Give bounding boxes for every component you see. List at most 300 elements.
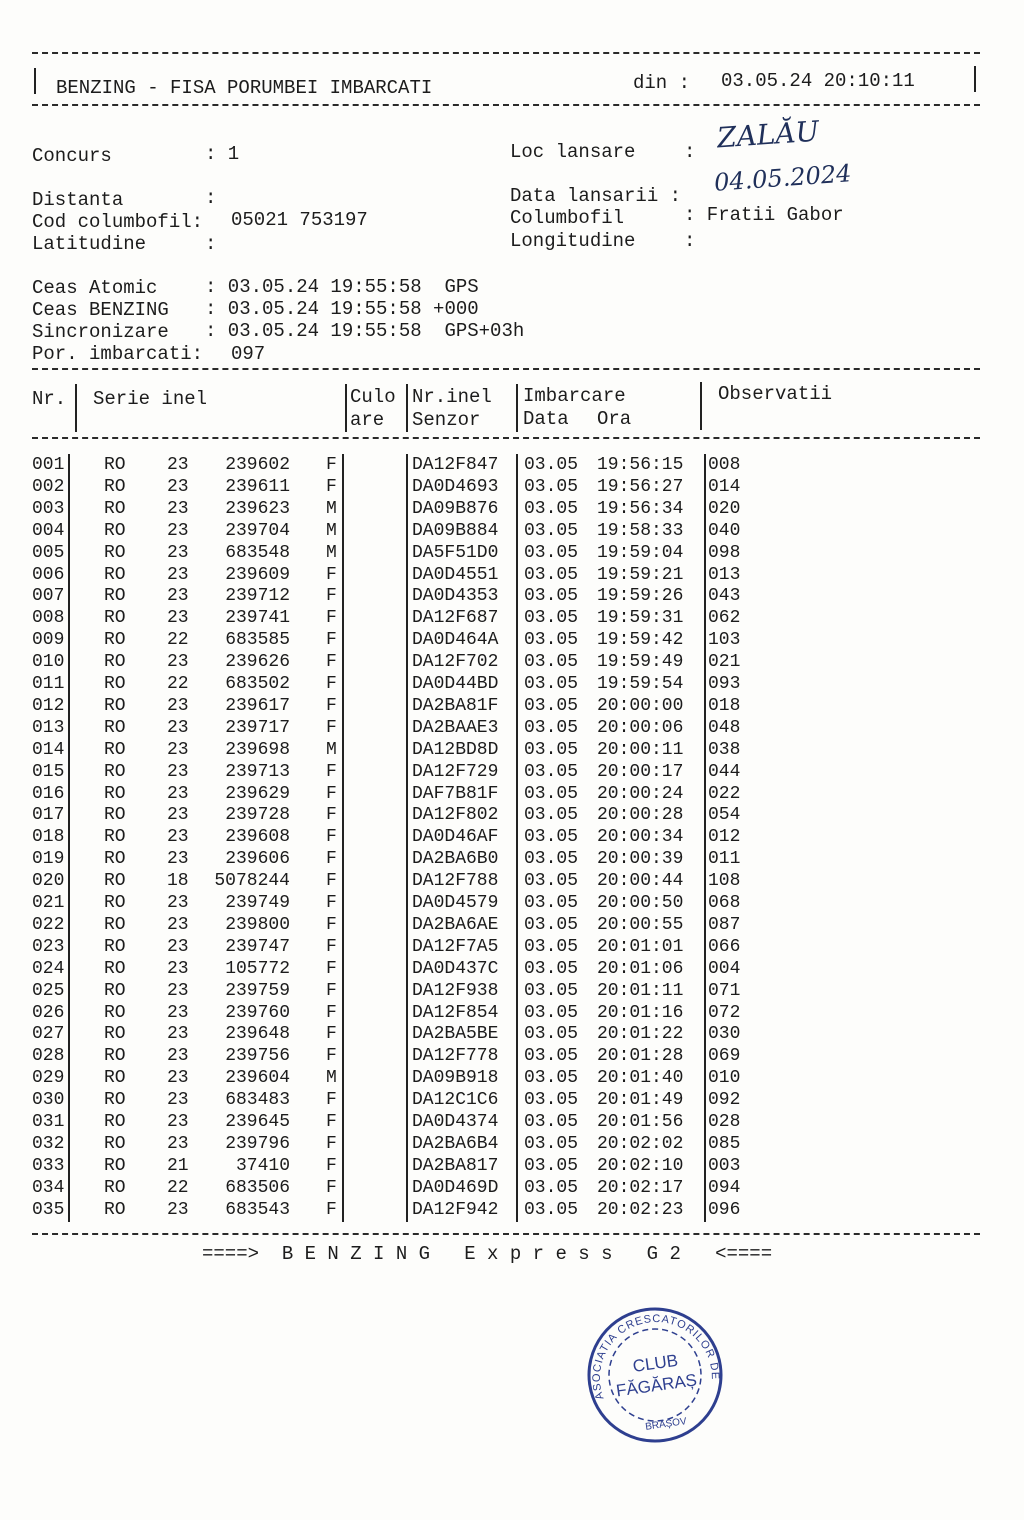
row-divider xyxy=(68,914,70,937)
row-observatii: 087 xyxy=(708,914,741,935)
row-time: 20:01:06 xyxy=(597,958,684,979)
row-divider xyxy=(406,585,408,608)
row-observatii: 012 xyxy=(708,827,741,848)
row-year: 23 xyxy=(167,805,189,826)
loc-lansare-colon: : xyxy=(684,141,696,163)
row-divider xyxy=(406,695,408,718)
row-sensor: DA0D4551 xyxy=(412,564,499,585)
row-divider xyxy=(342,454,344,477)
row-year: 23 xyxy=(167,498,189,519)
row-ring-number: 37410 xyxy=(235,1155,290,1176)
row-divider xyxy=(704,564,706,587)
row-ring-number: 239796 xyxy=(225,1133,290,1154)
table-row xyxy=(0,1024,1024,1046)
row-divider xyxy=(516,1023,518,1046)
row-divider xyxy=(342,1111,344,1134)
row-divider xyxy=(68,1155,70,1178)
row-ring-number: 239606 xyxy=(225,849,290,870)
row-ring-number: 683585 xyxy=(225,630,290,651)
row-sensor: DA09B884 xyxy=(412,520,499,541)
row-ring-number: 239759 xyxy=(225,980,290,1001)
row-country: RO xyxy=(104,783,126,804)
row-divider xyxy=(68,826,70,849)
header-bottom-rule xyxy=(32,104,980,106)
row-year: 23 xyxy=(167,652,189,673)
row-divider xyxy=(406,892,408,915)
row-time: 20:02:10 xyxy=(597,1155,684,1176)
row-sex: F xyxy=(326,674,337,694)
row-divider xyxy=(342,1199,344,1222)
row-divider xyxy=(406,1155,408,1178)
row-country: RO xyxy=(104,936,126,957)
row-country: RO xyxy=(104,1199,126,1220)
row-divider xyxy=(516,607,518,630)
row-country: RO xyxy=(104,1112,126,1132)
row-sex: F xyxy=(326,893,337,913)
row-time: 20:02:17 xyxy=(597,1177,684,1198)
row-divider xyxy=(342,717,344,740)
ceas-atomic-label: Ceas Atomic xyxy=(32,277,158,299)
col-imbarcare-header: Imbarcare xyxy=(523,385,626,407)
row-divider xyxy=(704,629,706,652)
row-time: 20:01:22 xyxy=(597,1024,684,1045)
row-date: 03.05 xyxy=(524,564,579,585)
row-sex: F xyxy=(326,455,337,475)
row-divider xyxy=(406,476,408,499)
row-divider xyxy=(516,717,518,740)
row-divider xyxy=(342,498,344,521)
row-sensor: DA12F7A5 xyxy=(412,936,499,957)
row-nr: 007 xyxy=(32,586,65,607)
columbofil-label: Columbofil xyxy=(510,207,625,229)
row-sex: F xyxy=(326,695,337,716)
row-sensor: DA12F702 xyxy=(412,652,499,673)
row-date: 03.05 xyxy=(524,630,579,651)
row-year: 23 xyxy=(167,695,189,716)
row-divider xyxy=(704,958,706,981)
row-divider xyxy=(68,870,70,893)
row-date: 03.05 xyxy=(524,1133,579,1154)
row-time: 20:01:28 xyxy=(597,1046,684,1067)
row-time: 20:00:17 xyxy=(597,761,684,782)
row-ring-number: 239648 xyxy=(225,1024,290,1045)
row-date: 03.05 xyxy=(524,695,579,716)
row-divider xyxy=(68,454,70,477)
row-nr: 001 xyxy=(32,455,65,475)
row-divider xyxy=(68,607,70,630)
ceas-benzing-value: : 03.05.24 19:55:58 +000 xyxy=(205,298,479,320)
row-sex: F xyxy=(326,1112,337,1132)
row-date: 03.05 xyxy=(524,498,579,519)
row-sex: F xyxy=(326,936,337,957)
row-sex: F xyxy=(326,1177,337,1198)
row-nr: 027 xyxy=(32,1024,65,1045)
row-divider xyxy=(516,783,518,806)
table-row xyxy=(0,959,1024,981)
row-nr: 010 xyxy=(32,652,65,673)
row-divider xyxy=(68,761,70,784)
row-divider xyxy=(68,520,70,543)
row-time: 20:01:40 xyxy=(597,1068,684,1089)
longitudine-colon: : xyxy=(684,230,696,252)
row-time: 19:59:04 xyxy=(597,542,684,563)
row-divider xyxy=(406,936,408,959)
row-observatii: 062 xyxy=(708,608,741,629)
row-country: RO xyxy=(104,914,126,935)
sincronizare-value: : 03.05.24 19:55:58 GPS+03h xyxy=(205,320,525,342)
row-date: 03.05 xyxy=(524,1112,579,1132)
row-divider xyxy=(342,848,344,871)
row-country: RO xyxy=(104,455,126,475)
row-sex: F xyxy=(326,1133,337,1154)
row-sex: M xyxy=(326,542,337,563)
table-row xyxy=(0,1003,1024,1025)
row-date: 03.05 xyxy=(524,914,579,935)
row-divider xyxy=(516,1045,518,1068)
row-year: 23 xyxy=(167,936,189,957)
row-divider xyxy=(516,739,518,762)
row-ring-number: 239747 xyxy=(225,936,290,957)
row-nr: 020 xyxy=(32,871,65,892)
row-divider xyxy=(68,958,70,981)
porumbei-imbarcati-value: 097 xyxy=(231,343,266,365)
row-date: 03.05 xyxy=(524,871,579,892)
row-divider xyxy=(704,542,706,565)
row-divider xyxy=(516,958,518,981)
footer-banner: ====> B E N Z I N G E x p r e s s G 2 <==== xyxy=(202,1243,773,1265)
row-divider xyxy=(68,498,70,521)
row-sensor: DA12F729 xyxy=(412,761,499,782)
row-year: 21 xyxy=(167,1155,189,1176)
row-time: 20:00:00 xyxy=(597,695,684,716)
row-divider xyxy=(516,980,518,1003)
row-observatii: 066 xyxy=(708,936,741,957)
row-divider xyxy=(68,1002,70,1025)
row-divider xyxy=(516,1089,518,1112)
table-row xyxy=(0,937,1024,959)
row-sensor: DA12C1C6 xyxy=(412,1090,499,1111)
row-sex: M xyxy=(326,520,337,541)
row-time: 20:00:55 xyxy=(597,914,684,935)
row-divider xyxy=(342,761,344,784)
row-country: RO xyxy=(104,893,126,913)
row-divider xyxy=(516,848,518,871)
row-nr: 033 xyxy=(32,1155,65,1176)
row-divider xyxy=(406,980,408,1003)
table-row xyxy=(0,696,1024,718)
latitudine-label: Latitudine xyxy=(32,233,147,255)
row-sex: F xyxy=(326,761,337,782)
table-top-rule xyxy=(32,368,980,370)
row-divider xyxy=(406,1045,408,1068)
row-sex: F xyxy=(326,717,337,738)
row-country: RO xyxy=(104,498,126,519)
col-data-header: Data xyxy=(523,408,569,430)
row-divider xyxy=(704,717,706,740)
header-right-bar xyxy=(974,66,976,92)
row-divider xyxy=(516,761,518,784)
row-ring-number: 239626 xyxy=(225,652,290,673)
row-ring-number: 239602 xyxy=(225,455,290,475)
row-date: 03.05 xyxy=(524,717,579,738)
row-time: 19:59:26 xyxy=(597,586,684,607)
row-divider xyxy=(342,629,344,652)
row-country: RO xyxy=(104,1155,126,1176)
table-row xyxy=(0,784,1024,806)
row-divider xyxy=(406,739,408,762)
row-date: 03.05 xyxy=(524,1002,579,1023)
row-divider xyxy=(68,1045,70,1068)
row-observatii: 096 xyxy=(708,1199,741,1220)
row-divider xyxy=(516,892,518,915)
row-year: 23 xyxy=(167,739,189,760)
row-divider xyxy=(704,892,706,915)
row-nr: 004 xyxy=(32,520,65,541)
row-divider xyxy=(406,1177,408,1200)
row-divider xyxy=(516,1111,518,1134)
row-date: 03.05 xyxy=(524,1177,579,1198)
row-nr: 029 xyxy=(32,1068,65,1089)
row-country: RO xyxy=(104,717,126,738)
row-year: 23 xyxy=(167,520,189,541)
row-sex: M xyxy=(326,498,337,519)
row-divider xyxy=(68,1133,70,1156)
row-sensor: DA12F847 xyxy=(412,455,499,475)
row-observatii: 020 xyxy=(708,498,741,519)
row-ring-number: 683483 xyxy=(225,1090,290,1111)
row-observatii: 085 xyxy=(708,1133,741,1154)
row-sex: F xyxy=(326,871,337,892)
table-row xyxy=(0,565,1024,587)
row-divider xyxy=(704,783,706,806)
row-divider xyxy=(704,1067,706,1090)
din-label: din : xyxy=(633,72,691,94)
row-nr: 034 xyxy=(32,1177,65,1198)
row-sex: F xyxy=(326,1024,337,1045)
row-date: 03.05 xyxy=(524,608,579,629)
row-nr: 009 xyxy=(32,630,65,651)
row-nr: 015 xyxy=(32,761,65,782)
row-divider xyxy=(704,498,706,521)
row-year: 23 xyxy=(167,455,189,475)
row-divider xyxy=(68,476,70,499)
table-row xyxy=(0,893,1024,915)
row-divider xyxy=(342,739,344,762)
row-divider xyxy=(516,1199,518,1222)
porumbei-imbarcati-label: Por. imbarcati: xyxy=(32,343,204,365)
row-divider xyxy=(704,585,706,608)
row-year: 22 xyxy=(167,630,189,651)
row-divider xyxy=(704,1002,706,1025)
row-divider xyxy=(406,520,408,543)
row-divider xyxy=(406,651,408,674)
row-divider xyxy=(342,826,344,849)
table-row xyxy=(0,499,1024,521)
row-country: RO xyxy=(104,849,126,870)
row-ring-number: 239749 xyxy=(225,893,290,913)
row-nr: 035 xyxy=(32,1199,65,1220)
col-observatii-header: Observatii xyxy=(718,383,833,405)
row-divider xyxy=(68,564,70,587)
row-time: 20:00:50 xyxy=(597,893,684,913)
row-divider xyxy=(68,892,70,915)
row-date: 03.05 xyxy=(524,849,579,870)
row-divider xyxy=(406,761,408,784)
row-year: 23 xyxy=(167,914,189,935)
row-observatii: 048 xyxy=(708,717,741,738)
row-divider xyxy=(68,936,70,959)
row-observatii: 030 xyxy=(708,1024,741,1045)
row-divider xyxy=(406,870,408,893)
row-sensor: DA0D469D xyxy=(412,1177,499,1198)
row-year: 23 xyxy=(167,1002,189,1023)
row-divider xyxy=(68,673,70,696)
row-country: RO xyxy=(104,980,126,1001)
col-culoare-header-1: Culo xyxy=(350,386,396,408)
row-nr: 003 xyxy=(32,498,65,519)
row-divider xyxy=(704,673,706,696)
data-lansarii-label: Data lansarii : xyxy=(510,185,682,207)
row-observatii: 054 xyxy=(708,805,741,826)
row-observatii: 008 xyxy=(708,455,741,475)
row-divider xyxy=(406,1199,408,1222)
row-observatii: 011 xyxy=(708,849,741,870)
row-country: RO xyxy=(104,564,126,585)
row-ring-number: 239713 xyxy=(225,761,290,782)
row-sensor: DA0D4353 xyxy=(412,586,499,607)
row-date: 03.05 xyxy=(524,739,579,760)
table-row xyxy=(0,1156,1024,1178)
row-sex: F xyxy=(326,805,337,826)
table-row xyxy=(0,1178,1024,1200)
row-divider xyxy=(68,695,70,718)
row-observatii: 004 xyxy=(708,958,741,979)
row-time: 20:00:34 xyxy=(597,827,684,848)
table-row xyxy=(0,718,1024,740)
row-divider xyxy=(516,651,518,674)
row-year: 22 xyxy=(167,1177,189,1198)
row-nr: 013 xyxy=(32,717,65,738)
row-divider xyxy=(68,1023,70,1046)
row-divider xyxy=(406,1002,408,1025)
row-nr: 023 xyxy=(32,936,65,957)
columbofil-value: : Fratii Gabor xyxy=(684,204,844,226)
row-time: 19:56:34 xyxy=(597,498,684,519)
row-date: 03.05 xyxy=(524,652,579,673)
row-divider xyxy=(406,1111,408,1134)
row-divider xyxy=(406,1067,408,1090)
row-sensor: DA12F938 xyxy=(412,980,499,1001)
row-year: 23 xyxy=(167,783,189,804)
header-divider-1 xyxy=(75,384,77,432)
row-divider xyxy=(516,936,518,959)
row-divider xyxy=(516,870,518,893)
row-nr: 005 xyxy=(32,542,65,563)
row-nr: 026 xyxy=(32,1002,65,1023)
row-divider xyxy=(704,476,706,499)
row-divider xyxy=(516,673,518,696)
row-country: RO xyxy=(104,1133,126,1154)
row-divider xyxy=(704,826,706,849)
data-lansarii-handwritten: 04.05.2024 xyxy=(713,159,853,197)
row-time: 20:00:24 xyxy=(597,783,684,804)
row-year: 23 xyxy=(167,761,189,782)
row-year: 18 xyxy=(167,871,189,892)
row-sensor: DA2BA6B4 xyxy=(412,1133,499,1154)
row-time: 20:00:28 xyxy=(597,805,684,826)
row-divider xyxy=(704,1023,706,1046)
row-nr: 014 xyxy=(32,739,65,760)
row-observatii: 021 xyxy=(708,652,741,673)
row-sensor: DA5F51D0 xyxy=(412,542,499,563)
row-divider xyxy=(516,1067,518,1090)
row-date: 03.05 xyxy=(524,520,579,541)
row-sex: F xyxy=(326,914,337,935)
table-row xyxy=(0,827,1024,849)
row-sensor: DA2BA6B0 xyxy=(412,849,499,870)
row-observatii: 040 xyxy=(708,520,741,541)
row-divider xyxy=(68,848,70,871)
row-nr: 006 xyxy=(32,564,65,585)
top-dashed-rule xyxy=(32,52,980,54)
row-sensor: DAF7B81F xyxy=(412,783,499,804)
row-divider xyxy=(68,585,70,608)
row-divider xyxy=(704,739,706,762)
row-divider xyxy=(704,1155,706,1178)
row-ring-number: 239623 xyxy=(225,498,290,519)
header-divider-2 xyxy=(345,384,347,432)
row-divider xyxy=(516,585,518,608)
row-divider xyxy=(704,1177,706,1200)
row-divider xyxy=(342,542,344,565)
table-row xyxy=(0,1200,1024,1222)
concurs-value: : 1 xyxy=(205,143,240,165)
row-time: 20:01:11 xyxy=(597,980,684,1001)
row-ring-number: 239608 xyxy=(225,827,290,848)
row-ring-number: 683543 xyxy=(225,1199,290,1220)
row-country: RO xyxy=(104,476,126,497)
row-divider xyxy=(704,914,706,937)
row-sex: F xyxy=(326,958,337,979)
row-divider xyxy=(342,1045,344,1068)
row-observatii: 071 xyxy=(708,980,741,1001)
row-divider xyxy=(406,914,408,937)
row-sensor: DA12F788 xyxy=(412,871,499,892)
row-year: 23 xyxy=(167,980,189,1001)
row-sex: F xyxy=(326,476,337,497)
row-divider xyxy=(406,542,408,565)
row-divider xyxy=(406,1133,408,1156)
row-observatii: 092 xyxy=(708,1090,741,1111)
latitudine-colon: : xyxy=(205,233,217,255)
row-divider xyxy=(516,1177,518,1200)
row-year: 23 xyxy=(167,827,189,848)
row-year: 23 xyxy=(167,586,189,607)
row-year: 23 xyxy=(167,849,189,870)
row-divider xyxy=(406,629,408,652)
cod-columbofil-value: 05021 753197 xyxy=(231,209,368,231)
row-time: 20:02:02 xyxy=(597,1133,684,1154)
row-nr: 002 xyxy=(32,476,65,497)
header-divider-4 xyxy=(516,384,518,432)
row-divider xyxy=(342,695,344,718)
loc-lansare-handwritten: ZALĂU xyxy=(715,114,821,155)
row-sensor: DA0D464A xyxy=(412,630,499,651)
col-nr-header: Nr. xyxy=(32,388,67,410)
col-serie-inel-header: Serie inel xyxy=(93,388,208,410)
row-date: 03.05 xyxy=(524,1090,579,1111)
row-country: RO xyxy=(104,1002,126,1023)
